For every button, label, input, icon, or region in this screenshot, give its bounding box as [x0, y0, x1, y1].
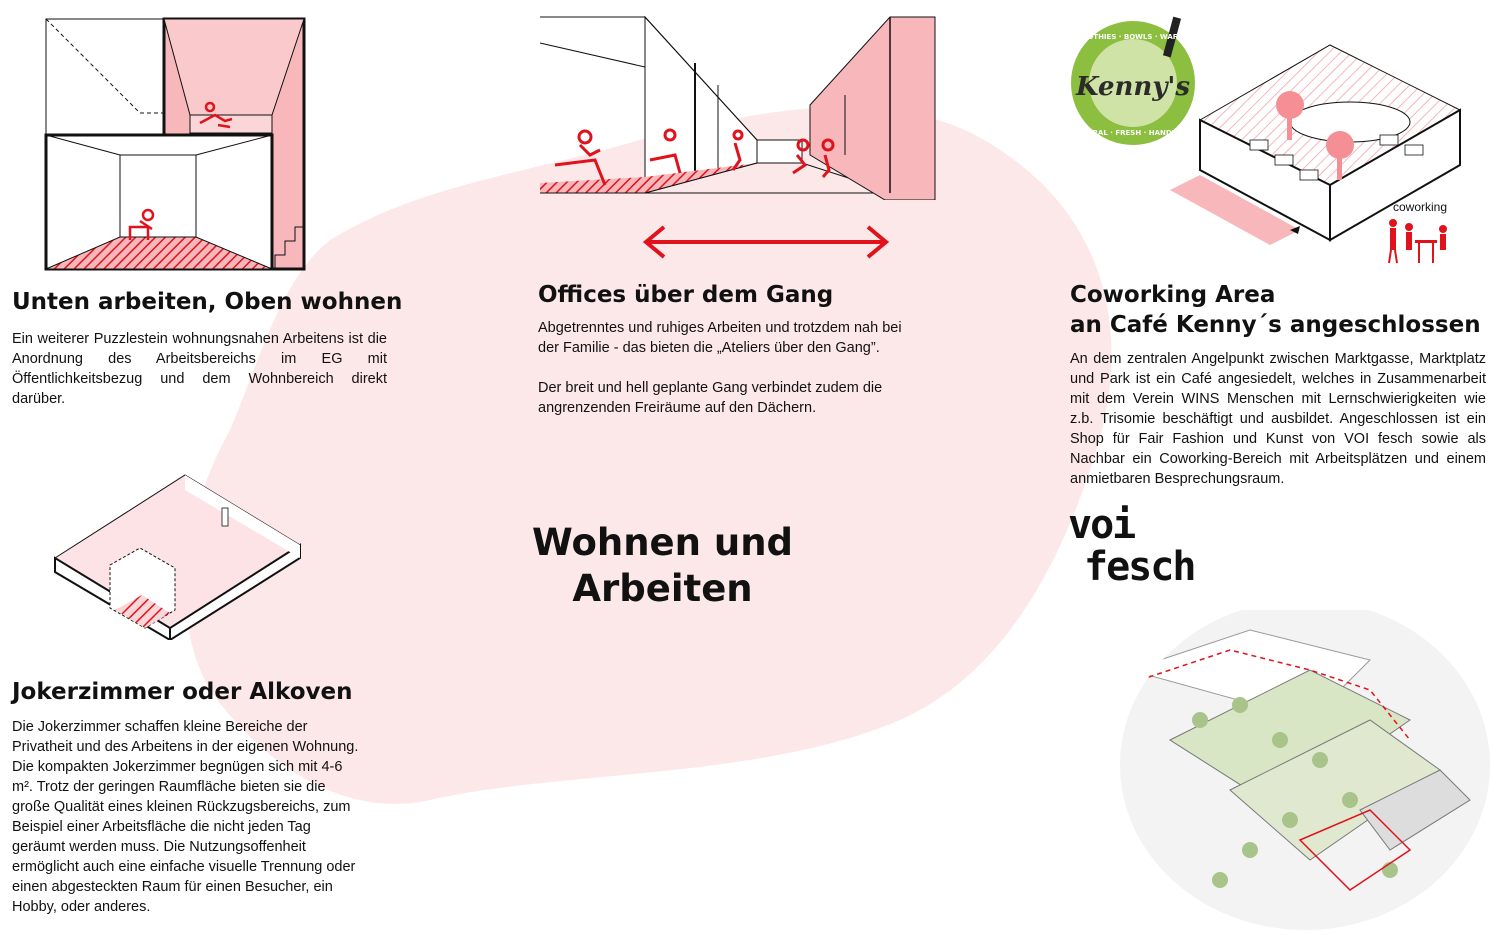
jokerzimmer-illustration [50, 470, 310, 640]
unten-oben-illustration [40, 15, 315, 275]
main-title-line-1: Wohnen und [531, 521, 794, 564]
main-title-line-2: Arbeiten [572, 567, 753, 610]
main-title [520, 520, 805, 612]
fesch-text: fesch [1084, 544, 1195, 590]
kennys-bottom-text: NATURAL · FRESH · HANDMADE [1071, 129, 1195, 137]
offices-illustration [535, 15, 940, 200]
double-arrow-icon [640, 222, 892, 262]
unten-text: Ein weiterer Puzzlestein wohnungsnahen Arbeitens ist die Anordnung des Arbeitsbereichs im EG mit Öffentlichkeitsbezug und dem Wohnbereich direkt darüber. [12, 331, 387, 407]
offices-text-2: Der breit und hell geplante Gang verbindet zudem die angrenzenden Freiräume auf den Dächern. [538, 380, 883, 416]
coworking-people-icon [1385, 215, 1455, 265]
aerial-view-illustration [1110, 610, 1495, 930]
kennys-top-text: SMOOTHIES · BOWLS · WAFFLES [1069, 33, 1197, 41]
offices-title: Offices über dem Gang [538, 282, 834, 308]
voi-text: voi [1068, 502, 1135, 548]
joker-title: Jokerzimmer oder Alkoven [12, 679, 353, 705]
voi-fesch-logo [1068, 502, 1198, 595]
coworking-label: coworking [1393, 200, 1448, 214]
coworking-title-2: an Café Kenny´s angeschlossen [1070, 312, 1481, 338]
coworking-title-1: Coworking Area [1070, 282, 1276, 308]
kennys-name: Kenny's [1075, 72, 1191, 102]
joker-text: Die Jokerzimmer schaffen kleine Bereiche der Privatheit und des Arbeitens in der eigenen Wohnung. Die kompakten Jokerzimmer begnügen sich mit 4-6 m². Trotz der geringen Raumfläche bieten sie die große Qualität eines kleinen Rückzugsbereichs, zum Beispiel einer Arbeitsfläche die nicht jeden Tag geräumt werden muss. Die Nutzungsoffenheit ermöglicht auch eine einfache visuelle Trennung oder einen abgesteckten Raum für einen Besucher, ein Hobby, oder anderes. [12, 719, 359, 915]
coworking-text: An dem zentralen Angelpunkt zwischen Marktgasse, Marktplatz und Park ist ein Café angesiedelt, welches in Zusammenarbeit mit dem Verein WINS Menschen mit Lernschwierigkeiten wie z.b. Trisomie beschäftigt und ausbildet. Angeschlossen ist ein Shop für Fair Fashion und Kunst von VOI fesch sowie als Nachbar ein Coworking-Bereich mit Arbeitsplätzen und einem anmietbaren Besprechungsraum. [1070, 351, 1486, 487]
offices-text-1: Abgetrenntes und ruhiges Arbeiten und trotzdem nah bei der Familie - das bieten die „Ateliers über den Gang”. [538, 320, 902, 356]
unten-title: Unten arbeiten, Oben wohnen [12, 289, 403, 315]
